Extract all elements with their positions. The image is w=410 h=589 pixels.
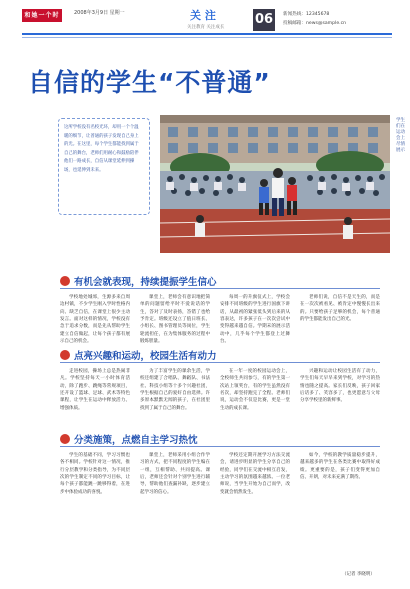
section-rule xyxy=(60,362,380,363)
email: 投稿邮箱：news@sample.cn xyxy=(283,21,347,26)
paragraph: 学校地处城郊，生源多来自周边村镇，不少学生刚入学时性格内向、缺乏自信，在课堂上很少主动发言。面对这样的情况，学校没有急于追求分数，而是先从帮助学生建立自信做起，让每个孩子都有展示自己的机会。 xyxy=(60,295,130,345)
s1-col-1 xyxy=(60,294,130,345)
section-subtitle: 关注教育 关注成长 xyxy=(187,25,225,30)
paragraph: 每周一的升旗仪式上，学校会安排不同班级的学生进行国旗下讲话，从最初的紧张低头到后来的从容表达，许多孩子在一次次尝试中变得越来越自信。学期末的展示活动中，几乎每个学生都登上过舞台。 xyxy=(220,295,290,345)
intro-text: 这所学校没有名校光环，却用一个个温暖的细节，让普通的孩子发现自己身上的光。在这里，每个学生都能找到属于自己的舞台，老师们用耐心和鼓励陪伴他们一路成长，自信从课堂延伸到操场，也延伸到未来。 xyxy=(64,125,139,173)
section-rule xyxy=(60,446,380,447)
s2-col-2 xyxy=(140,368,210,412)
s2-col-4 xyxy=(300,368,380,405)
section-3-title: 分类施策，点燃自主学习热忱 xyxy=(74,435,198,446)
s3-col-2 xyxy=(140,452,210,496)
paragraph: 为了丰富学生的课余生活，学校还组建了合唱队、舞蹈队、书法社、科技小组等十多个兴趣社团，学生根据自己的爱好自由选择。许多原本默默无闻的孩子，在社团里找到了属于自己的舞台。 xyxy=(140,369,210,411)
hotline: 新闻热线：12345678 xyxy=(283,12,330,17)
s3-col-3 xyxy=(220,452,290,496)
s1-col-4 xyxy=(300,294,380,323)
section-2-heading xyxy=(60,348,380,362)
paragraph: 老师们说，自信不是天生的，而是在一次次被看见、被肯定中慢慢长出来的。只要给孩子足够的机会，每个普通的学生都能发出自己的光。 xyxy=(300,295,380,323)
paragraph: 课堂上，老师会有意识地把简单的问题留给平时不爱说话的学生，答对了及时表扬，答错了也给予肯定。班级还设立了值日班长、小组长、图书管理员等岗位，学生轮流担任，在为集体服务的过程中锻炼胆量。 xyxy=(140,295,210,345)
s1-col-2 xyxy=(140,294,210,345)
header-rule xyxy=(22,33,392,35)
paragraph: 兴趣和运动让校园生活有了动力，学生们每天早早来到学校，对学习的热情也随之提高。家长们反映，孩子回家后话多了、笑容多了，也更愿意与父母分享学校里的新鲜事。 xyxy=(300,369,380,404)
section-title: 关 注 xyxy=(190,9,216,22)
section-bullet-icon xyxy=(60,350,70,360)
author-credit: （记者 李晓明） xyxy=(342,572,375,577)
section-1-title: 有机会就表现，持续提振学生信心 xyxy=(74,277,217,288)
header-rule-thin xyxy=(22,37,392,38)
s3-col-1 xyxy=(60,452,130,496)
paragraph: 学校还定期开展学习方法交流会，请进步明显的学生分享自己的经验，同学们在交流中相互启发，主动学习的氛围越来越浓。一位老师说，当学生开始为自己而学，改变就会悄然发生。 xyxy=(220,453,290,495)
section-rule xyxy=(60,288,380,289)
contact-info xyxy=(283,10,346,28)
paragraph: 课堂上，老师采用小组合作学习的方式，把不同程度的学生编在一组，互相帮助、共同提高。课后，老师还会针对个别学生进行辅导，帮助他们查漏补缺，逐步建立起学习的信心。 xyxy=(140,453,210,495)
section-bullet-icon xyxy=(60,434,70,444)
headline: 自信的学生“不普通” xyxy=(28,68,271,97)
s1-col-3 xyxy=(220,294,290,345)
paragraph: 学生的基础不同，学习习惯也各不相同。学校针对这一情况，推行分层教学和分类指导，为不同层次的学生制定不同的学习目标，让每个孩子都能跳一跳够得着，在进步中体验成功的喜悦。 xyxy=(60,453,130,495)
section-bullet-icon xyxy=(60,276,70,286)
paragraph: 走进校园，操场上总是热闹非凡。学校坚持每天一小时体育活动，除了跑步、跳绳等常规项目，还开设了篮球、足球、武术等特色课程，让学生在运动中释放活力、增强体质。 xyxy=(60,369,130,411)
s2-col-3 xyxy=(220,368,290,412)
photo-caption: 学生们在运动会上尽情展示 xyxy=(396,118,405,153)
sports-day-photo xyxy=(160,115,390,253)
s3-col-4 xyxy=(300,452,380,481)
paragraph: 如今，学校的教学质量稳步提升，越来越多的学生在各类比赛中取得好成绩。更重要的是，孩子们变得更加自信、开朗，对未来充满了期待。 xyxy=(300,453,380,481)
section-1-heading xyxy=(60,274,380,288)
issue-date: 2008年3月9日 星期一 xyxy=(74,10,125,16)
paragraph: 在一年一度的校园运动会上，全校师生共同参与，有的学生第一次站上领奖台，有的学生虽然没有名次，却坚持跑完了全程。老师们说，运动会不仅是比赛，更是一堂生动的成长课。 xyxy=(220,369,290,411)
newspaper-logo: 和她一个时代 xyxy=(22,9,62,22)
section-2-title: 点亮兴趣和运动，校园生活有动力 xyxy=(74,351,217,362)
s2-col-1 xyxy=(60,368,130,412)
page-number: 06 xyxy=(253,9,275,31)
section-3-heading xyxy=(60,432,380,446)
